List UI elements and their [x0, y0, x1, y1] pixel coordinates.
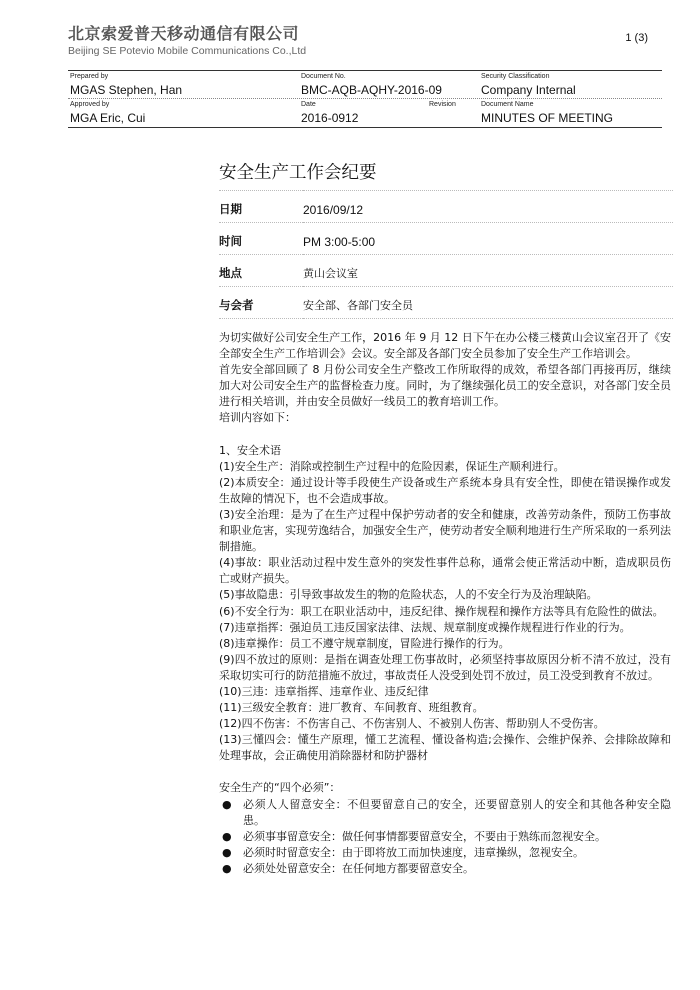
header-rule-middle — [68, 98, 662, 99]
intro-paragraph: 为切实做好公司安全生产工作，2016 年 9 月 12 日下午在办公楼三楼黄山会议室召开了《安全部安全生产工作培训会》会议。安全部及各部门安全员参加了安全生产工作培训会。 — [219, 331, 671, 361]
approved-by-value: MGA Eric, Cui — [70, 111, 146, 125]
term-item: (4)事故：职业活动过程中发生意外的突发性事件总称，通常会使正常活动中断，造成职员伤亡或财产损失。 — [219, 556, 671, 586]
info-place-value: 黄山会议室 — [303, 255, 673, 287]
info-time-label: 时间 — [219, 223, 303, 255]
musts-list — [219, 797, 671, 877]
minutes-body — [219, 330, 671, 877]
term-item: (3)安全治理：是为了在生产过程中保护劳动者的安全和健康，改善劳动条件，预防工伤事故和职业危害，实现劳逸结合，加强安全生产，使劳动者安全顺利地进行生产所采取的一系列法制措施。 — [219, 507, 671, 554]
company-name-en: Beijing SE Potevio Mobile Communications Co.,Ltd — [68, 45, 307, 57]
list-item-text: 必须处处留意安全：在任何地方都要留意安全。 — [243, 861, 474, 875]
document-title: 安全生产工作会纪要 — [219, 163, 377, 183]
term-item: (12)四不伤害：不伤害自己、不伤害别人、不被别人伤害、帮助别人不受伤害。 — [219, 717, 605, 731]
date-label: Date — [301, 101, 316, 108]
term-item: (13)三懂四会：懂生产原理，懂工艺流程、懂设备构造;会操作、会维护保养、会排除故障和处理事故，会正确使用消除器材和防护器材 — [219, 733, 671, 763]
list-item-text: 必须事事留意安全：做任何事情都要留意安全，不要由于熟练而忽视安全。 — [243, 829, 606, 843]
spacer — [219, 764, 671, 780]
header-rule-top — [68, 70, 662, 71]
spacer — [219, 427, 671, 443]
security-label: Security Classification — [481, 73, 550, 80]
list-item — [219, 829, 671, 845]
list-item-text: 必须人人留意安全：不但要留意自己的安全，还要留意别人的安全和其他各种安全隐患。 — [243, 797, 671, 827]
term-item: (9)四不放过的原则：是指在调查处理工伤事故时，必须坚持事故原因分析不清不放过，没有采取切实可行的防范措施不放过，事故责任人没受到处罚不放过，员工没受到教育不放过。 — [219, 652, 671, 682]
info-row-place — [219, 255, 673, 287]
document-no-value: BMC-AQB-AQHY-2016-09 — [301, 83, 442, 97]
list-item — [219, 845, 671, 861]
term-item: (6)不安全行为：职工在职业活动中，违反纪律、操作规程和操作方法等具有危险性的做法。 — [219, 604, 664, 618]
info-date-value: 2016/09/12 — [303, 191, 673, 223]
header-rule-bottom — [68, 127, 662, 128]
company-name-cn: 北京索爱普天移动通信有限公司 — [68, 24, 300, 43]
security-value: Company Internal — [481, 83, 576, 97]
bullet-icon: ● — [222, 845, 232, 859]
company-logo — [68, 24, 306, 58]
document-no-label: Document No. — [301, 73, 346, 80]
info-row-attendees — [219, 287, 673, 319]
info-row-time — [219, 223, 673, 255]
training-intro: 培训内容如下： — [219, 411, 296, 425]
approved-by-label: Approved by — [70, 101, 110, 108]
term-item: (10)三违：违章指挥、违章作业、违反纪律 — [219, 684, 429, 698]
document-name-value: MINUTES OF MEETING — [481, 111, 613, 125]
info-attendees-label: 与会者 — [219, 287, 303, 319]
prepared-by-value: MGAS Stephen, Han — [70, 83, 183, 97]
page-number: 1 (3) — [625, 32, 648, 44]
revision-label: Revision — [429, 101, 456, 108]
term-item: (11)三级安全教育：进厂教育、车间教育、班组教育。 — [219, 701, 484, 715]
bullet-icon: ● — [222, 861, 232, 875]
info-place-label: 地点 — [219, 255, 303, 287]
list-item — [219, 861, 671, 877]
date-value: 2016-0912 — [301, 111, 359, 125]
review-paragraph: 首先安全部回顾了 8 月份公司安全生产整改工作所取得的成效，希望各部门再接再厉，继续加大对公司安全生产的监督检查力度。同时，为了继续强化员工的安全意识，对各部门安全员进行相关培训，并由安全员做好一线员工的教育培训工作。 — [219, 363, 671, 409]
list-item-text: 必须时时留意安全：由于即将放工而加快速度，违章操纵，忽视安全。 — [243, 845, 584, 859]
term-item: (5)事故隐患：引导致事故发生的物的危险状态，人的不安全行为及治理缺陷。 — [219, 588, 598, 602]
bullet-icon: ● — [222, 797, 232, 811]
document-name-label: Document Name — [481, 101, 534, 108]
term-item: (7)违章指挥：强迫员工违反国家法律、法规、规章制度或操作规程进行作业的行为。 — [219, 620, 631, 634]
term-item: (2)本质安全：通过设计等手段使生产设备或生产系统本身具有安全性，即使在错误操作或发生故障的情况下，也不会造成事故。 — [219, 475, 671, 505]
musts-intro: 安全生产的“四个必须”： — [219, 781, 341, 795]
info-date-label: 日期 — [219, 191, 303, 223]
prepared-by-label: Prepared by — [70, 73, 109, 80]
meeting-info-table — [219, 190, 673, 319]
bullet-icon: ● — [222, 829, 232, 843]
info-time-value: PM 3:00-5:00 — [303, 223, 673, 255]
term-item: (1)安全生产：消除或控制生产过程中的危险因素，保证生产顺利进行。 — [219, 459, 565, 473]
info-attendees-value: 安全部、各部门安全员 — [303, 287, 673, 319]
list-item — [219, 797, 671, 829]
term-item: (8)违章操作：员工不遵守规章制度，冒险进行操作的行为。 — [219, 636, 510, 650]
section-heading: 1、安全术语 — [219, 443, 281, 457]
info-row-date — [219, 191, 673, 223]
